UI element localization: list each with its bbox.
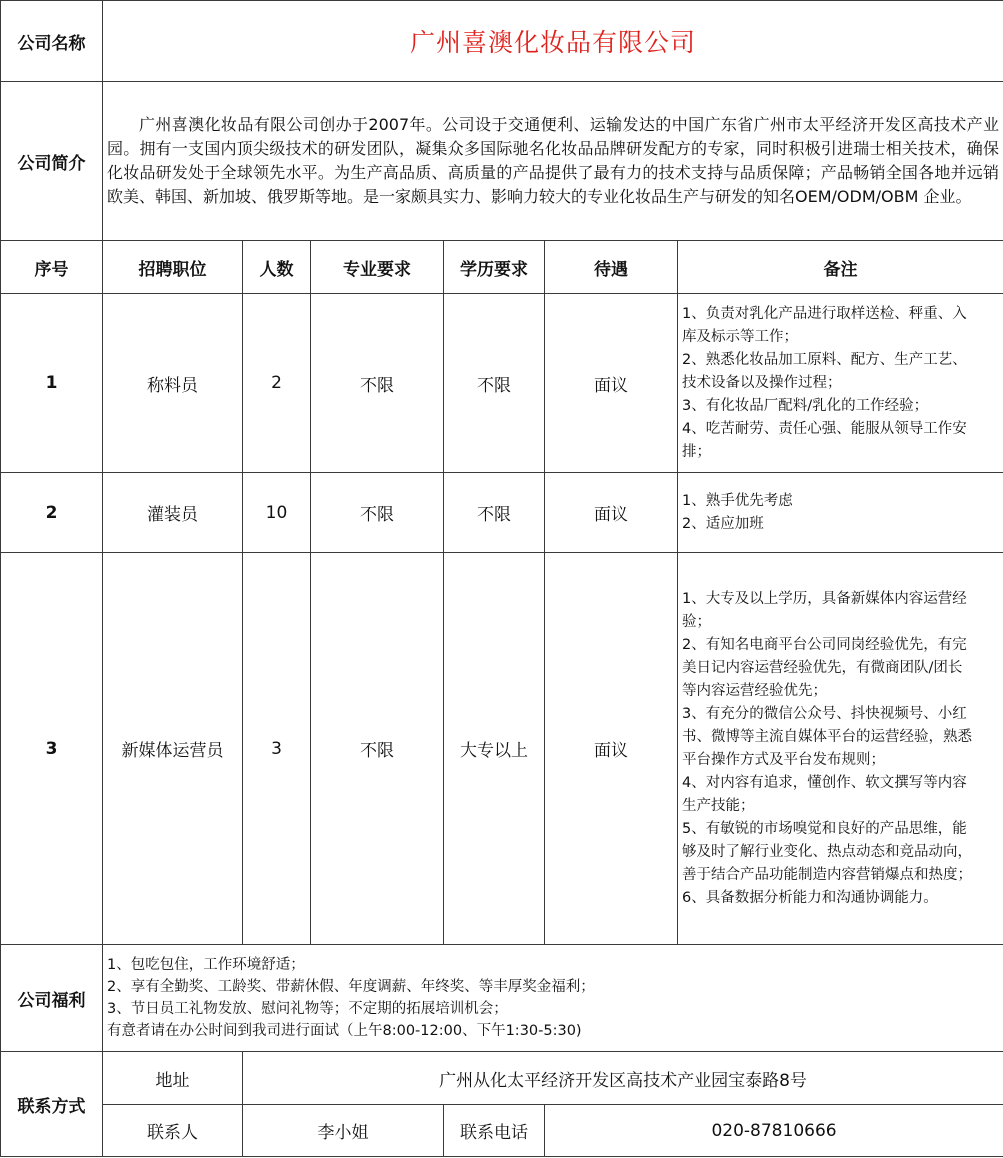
note-line: 2、熟悉化妆品加工原料、配方、生产工艺、 xyxy=(682,351,967,368)
note-line: 2、有知名电商平台公司同岗经验优先，有完 xyxy=(682,636,967,653)
company-name-row xyxy=(1,1,1003,82)
note-line: 1、负责对乳化产品进行取样送检、秤重、入 xyxy=(682,305,967,322)
company-intro-cell xyxy=(103,82,1003,241)
header-notes: 备注 xyxy=(678,241,1003,294)
header-no: 序号 xyxy=(1,241,103,294)
contact-address-row xyxy=(1,1052,1003,1105)
note-line: 库及标示等工作； xyxy=(682,328,798,345)
note-line: 书、微博等主流自媒体平台的运营经验，熟悉 xyxy=(682,728,972,745)
row-notes xyxy=(678,553,1003,945)
address-value: 广州从化太平经济开发区高技术产业园宝泰路8号 xyxy=(243,1052,1003,1105)
header-salary: 待遇 xyxy=(545,241,678,294)
note-line: 善于结合产品功能制造内容营销爆点和热度； xyxy=(682,866,972,883)
table-row xyxy=(1,553,1003,945)
company-intro-row xyxy=(1,82,1003,241)
row-notes xyxy=(678,294,1003,473)
note-line: 1、大专及以上学历，具备新媒体内容运营经 xyxy=(682,590,967,607)
welfare-line: 2、享有全勤奖、工龄奖、带薪休假、年度调薪、年终奖、等丰厚奖金福利； xyxy=(107,979,595,995)
note-line: 4、吃苦耐劳、责任心强、能服从领导工作安 xyxy=(682,420,967,437)
phone-value: 020-87810666 xyxy=(545,1105,1003,1157)
row-education: 不限 xyxy=(444,473,545,553)
welfare-line: 3、节日员工礼物发放、慰问礼物等；不定期的拓展培训机会； xyxy=(107,1001,508,1017)
row-major: 不限 xyxy=(311,473,444,553)
note-line: 平台操作方式及平台发布规则； xyxy=(682,751,885,768)
row-major: 不限 xyxy=(311,294,444,473)
header-count: 人数 xyxy=(243,241,311,294)
note-line: 排； xyxy=(682,443,711,460)
note-line: 1、熟手优先考虑 xyxy=(682,492,793,509)
table-row xyxy=(1,294,1003,473)
row-education: 不限 xyxy=(444,294,545,473)
row-count: 3 xyxy=(243,553,311,945)
company-name: 广州喜澳化妆品有限公司 xyxy=(103,1,1003,82)
welfare-line: 1、包吃包住，工作环境舒适； xyxy=(107,957,305,973)
row-count: 2 xyxy=(243,294,311,473)
row-position: 新媒体运营员 xyxy=(103,553,243,945)
header-position: 招聘职位 xyxy=(103,241,243,294)
contact-person-row xyxy=(1,1105,1003,1157)
company-intro-text: 广州喜澳化妆品有限公司创办于2007年。公司设于交通便利、运输发达的中国广东省广州市太平经济开发区高技术产业园。拥有一支国内顶尖级技术的研发团队，凝集众多国际驰名化妆品品牌研发配方的专家，同时积极引进瑞士相关技术，确保化妆品研发处于全球领先水平。为生产高品质、高质量的产品提供了最有力的技术支持与品质保障；产品畅销全国各地并远销欧美、韩国、新加坡、俄罗斯等地。是一家颇具实力、影响力较大的专业化妆品生产与研发的知名OEM/ODM/OBM 企业。 xyxy=(107,115,1000,206)
welfare-line: 有意者请在办公时间到我司进行面试（上午8:00-12:00、下午1:30-5:30) xyxy=(107,1023,582,1039)
row-education: 大专以上 xyxy=(444,553,545,945)
header-major: 专业要求 xyxy=(311,241,444,294)
address-label: 地址 xyxy=(103,1052,243,1105)
contact-label: 联系方式 xyxy=(1,1052,103,1157)
note-line: 5、有敏锐的市场嗅觉和良好的产品思维，能 xyxy=(682,820,967,837)
person-label: 联系人 xyxy=(103,1105,243,1157)
header-education: 学历要求 xyxy=(444,241,545,294)
row-no: 2 xyxy=(1,473,103,553)
company-intro-label: 公司简介 xyxy=(1,82,103,241)
note-line: 3、有充分的微信公众号、抖快视频号、小红 xyxy=(682,705,967,722)
row-position: 称料员 xyxy=(103,294,243,473)
row-notes xyxy=(678,473,1003,553)
welfare-label: 公司福利 xyxy=(1,945,103,1052)
row-salary: 面议 xyxy=(545,473,678,553)
welfare-row xyxy=(1,945,1003,1052)
row-major: 不限 xyxy=(311,553,444,945)
note-line: 3、有化妆品厂配料/乳化的工作经验； xyxy=(682,397,929,414)
table-header-row xyxy=(1,241,1003,294)
person-value: 李小姐 xyxy=(243,1105,444,1157)
row-salary: 面议 xyxy=(545,294,678,473)
company-name-label: 公司名称 xyxy=(1,1,103,82)
row-no: 1 xyxy=(1,294,103,473)
row-position: 灌装员 xyxy=(103,473,243,553)
note-line: 美日记内容运营经验优先，有微商团队/团长 xyxy=(682,659,963,676)
welfare-content xyxy=(103,945,1003,1052)
note-line: 6、具备数据分析能力和沟通协调能力。 xyxy=(682,889,938,906)
row-salary: 面议 xyxy=(545,553,678,945)
table-row xyxy=(1,473,1003,553)
note-line: 生产技能； xyxy=(682,797,755,814)
row-no: 3 xyxy=(1,553,103,945)
note-line: 等内容运营经验优先； xyxy=(682,682,827,699)
note-line: 技术设备以及操作过程； xyxy=(682,374,842,391)
note-line: 4、对内容有追求，懂创作、软文撰写等内容 xyxy=(682,774,967,791)
note-line: 验； xyxy=(682,613,711,630)
note-line: 够及时了解行业变化、热点动态和竞品动向， xyxy=(682,843,972,860)
row-count: 10 xyxy=(243,473,311,553)
phone-label: 联系电话 xyxy=(444,1105,545,1157)
note-line: 2、适应加班 xyxy=(682,515,764,532)
